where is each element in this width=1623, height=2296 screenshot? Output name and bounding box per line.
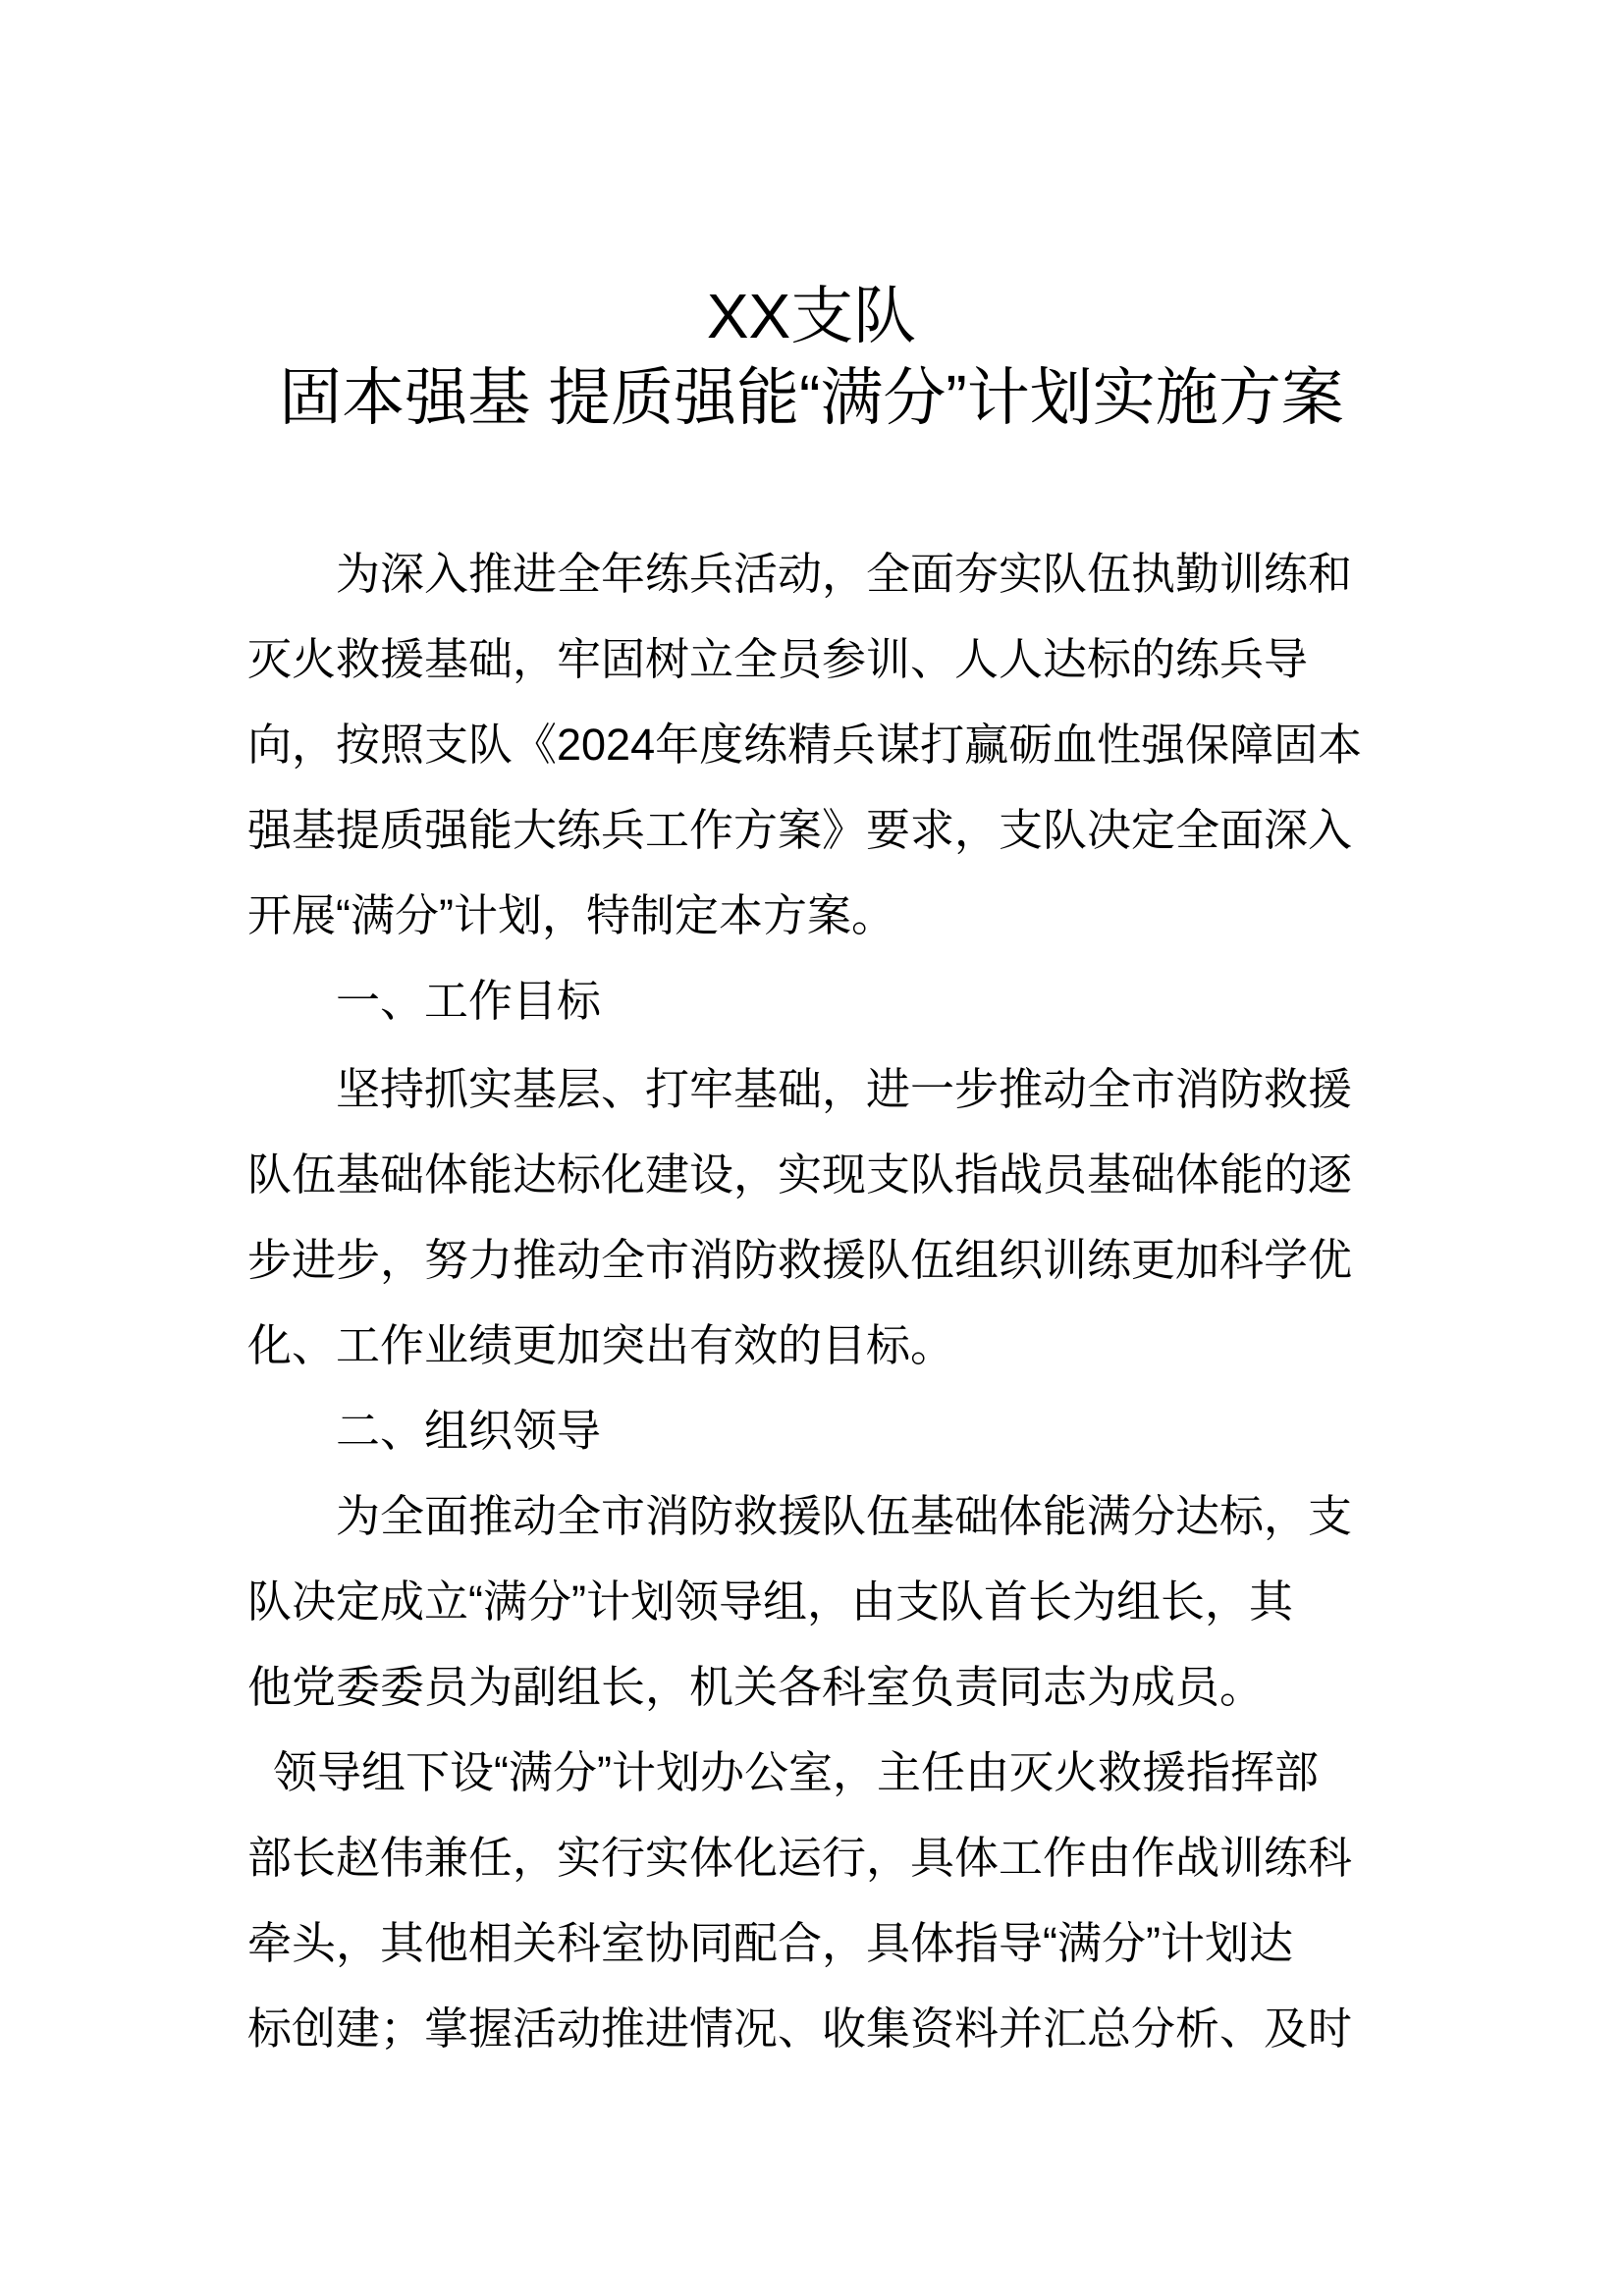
paragraph-line: 队伍基础体能达标化建设，实现支队指战员基础体能的逐 <box>247 1149 1353 1200</box>
paragraph-line: 向，按照支队《2024年度练精兵谋打赢砺血性强保障固本 <box>247 720 1363 770</box>
paragraph-line: 领导组下设“满分”计划办公室，主任由灭火救援指挥部 <box>273 1747 1319 1797</box>
paragraph-line: 开展“满分”计划，特制定本方案。 <box>247 890 895 940</box>
paragraph-line: 队决定成立“满分”计划领导组，由支队首长为组长，其 <box>247 1576 1293 1627</box>
paragraph-line: 步进步，努力推动全市消防救援队伍组织训练更加科学优 <box>247 1235 1353 1285</box>
paragraph-line: 灭火救援基础，牢固树立全员参训、人人达标的练兵导 <box>247 634 1309 684</box>
paragraph-line: 标创建；掌握活动推进情况、收集资料并汇总分析、及时 <box>247 2003 1353 2054</box>
document-subtitle: 固本强基 提质强能“满分”计划实施方案 <box>279 362 1344 433</box>
paragraph-line: 他党委委员为副组长，机关各科室负责同志为成员。 <box>247 1662 1265 1712</box>
paragraph-line: 部长赵伟兼任，实行实体化运行，具体工作由作战训练科 <box>247 1833 1353 1883</box>
paragraph-line: 为深入推进全年练兵活动，全面夯实队伍执勤训练和 <box>336 549 1353 599</box>
paragraph-line: 坚持抓实基层、打牢基础，进一步推动全市消防救援 <box>336 1064 1353 1114</box>
section-heading: 一、工作目标 <box>336 976 602 1026</box>
document-title: XX支队 <box>706 281 917 351</box>
paragraph-line: 化、工作业绩更加突出有效的目标。 <box>247 1320 955 1370</box>
section-heading: 二、组织领导 <box>336 1406 602 1456</box>
paragraph-line: 为全面推动全市消防救援队伍基础体能满分达标，支 <box>336 1491 1353 1541</box>
paragraph-line: 强基提质强能大练兵工作方案》要求，支队决定全面深入 <box>247 805 1353 855</box>
paragraph-line: 牵头，其他相关科室协同配合，具体指导“满分”计划达 <box>247 1918 1293 1968</box>
